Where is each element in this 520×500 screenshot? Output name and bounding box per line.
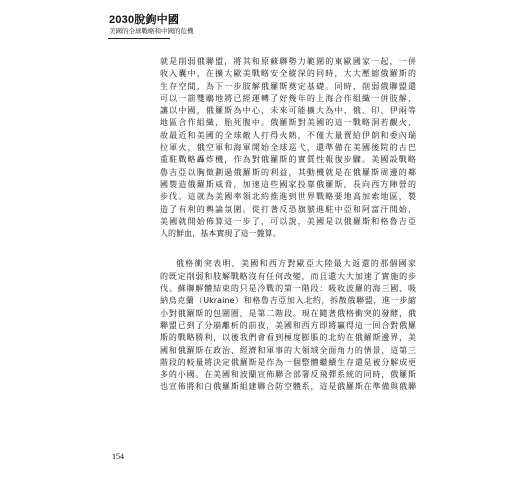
- header-rule: [108, 38, 170, 39]
- text-line: 人的鮮血，基本實現了這一盤算。: [160, 229, 281, 239]
- running-header: [109, 14, 409, 36]
- text-line: 也宣佈將和白俄羅斯組建聯合防空體系，這是俄羅斯在準備與俄聯: [160, 382, 416, 392]
- text-line: 斯的戰略勝利，以後我們會看到極度膨脹的北約在俄羅斯邊界，美: [160, 333, 416, 343]
- text-line: 魯吉亞以胸徵劃過俄羅斯的利益，其動機就是在俄羅斯周邊的鄰: [160, 167, 416, 177]
- text-line: 生存空間，為下一步肢解俄羅斯奠定基礎。同時，削弱俄聯盟還: [160, 81, 416, 91]
- text-line: 就是削弱俄聯盟，將其和原蘇聯勢力範圍的東歐國家一起，一併: [160, 57, 416, 66]
- text-line: 國製造俄羅斯威脅，加速這些國家投靠俄羅斯，長向西方陣營的: [160, 179, 416, 189]
- text-line: 美國就開始佈算這一步了，可以說，美國是以俄羅斯和格魯吉亞: [160, 216, 416, 226]
- text-line: 多的小國。在美國和波蘭宣佈聯合部署反飛彈系統的同時，俄羅斯: [160, 370, 416, 380]
- text-line: 俄格衝突表明，美國和西方對歐亞大陸最大返還的那個國家: [176, 259, 416, 269]
- page-number: 154: [112, 452, 124, 461]
- text-line: 拉軍火，俄空軍和海軍開始全球巡弋，還準備在美國後院的古巴: [160, 143, 416, 153]
- paragraph-2: [160, 258, 416, 393]
- text-line: 階段的較量將決定俄羅斯是作為一個整體繼續生存還是被分解成更: [160, 357, 416, 367]
- text-line: 重駐戰略轟炸機，作為對俄羅斯的實質性報復步驟。美國設戰略: [160, 155, 416, 165]
- text-line: 故最近和美國的全球敵人打得火熱，不僅大量賣給伊朗和委內瑞: [160, 130, 416, 140]
- text-line: 可以一箭雙鵰地將已經運轉了好幾年的上海合作組織一併肢解，: [160, 93, 416, 103]
- text-line: 讓以中國，俄羅斯為中心，未來可能擴大為中、俄、印、伊兩等: [160, 106, 416, 116]
- text-line: 的既定削弱和肢解戰略沒有任何改變，而且還大大加速了實施的步: [160, 271, 416, 281]
- body-text: [160, 56, 416, 394]
- paragraph-1: [160, 56, 416, 240]
- text-line: 收入囊中，在擴大歐美戰略安全縱深的同時，大大壓縮俄羅斯的: [160, 69, 416, 79]
- text-line: 納烏克蘭（Ukraine）和格魯吉亞加入北約，拆散俄聯盟，進一步縮: [160, 296, 416, 306]
- text-line: 造了有利的輿論氛圍。從打著反恐旗號進駐中亞和阿富汗開始，: [160, 204, 416, 214]
- text-line: 伐。蘇聯解體結束的只是冷戰的第一階段：吸收波羅的海三國、吸: [160, 284, 416, 294]
- book-subtitle: 美國的全球戰略和中國的危機: [109, 28, 194, 35]
- text-line: 國和俄羅斯在政治、經濟和軍事的大領域全面角力的情景，這第三: [160, 345, 416, 355]
- text-line: 步伐。這就為美國率領北約推進到世界戰略要地高加索地區，製: [160, 192, 416, 202]
- text-line: 地區合作組織，胎死腹中。俄羅斯對美國的這一戰略洞若觀火，: [160, 118, 416, 128]
- text-line: 小對俄羅斯的包圍圈，是第二階段。現在隨著俄格衝突的發酵，俄: [160, 308, 416, 318]
- text-line: 聯盟已到了分崩離析的前夜，美國和西方即將贏得這一回合對俄羅: [160, 320, 416, 330]
- book-title: 2030脫鉤中國: [109, 14, 180, 26]
